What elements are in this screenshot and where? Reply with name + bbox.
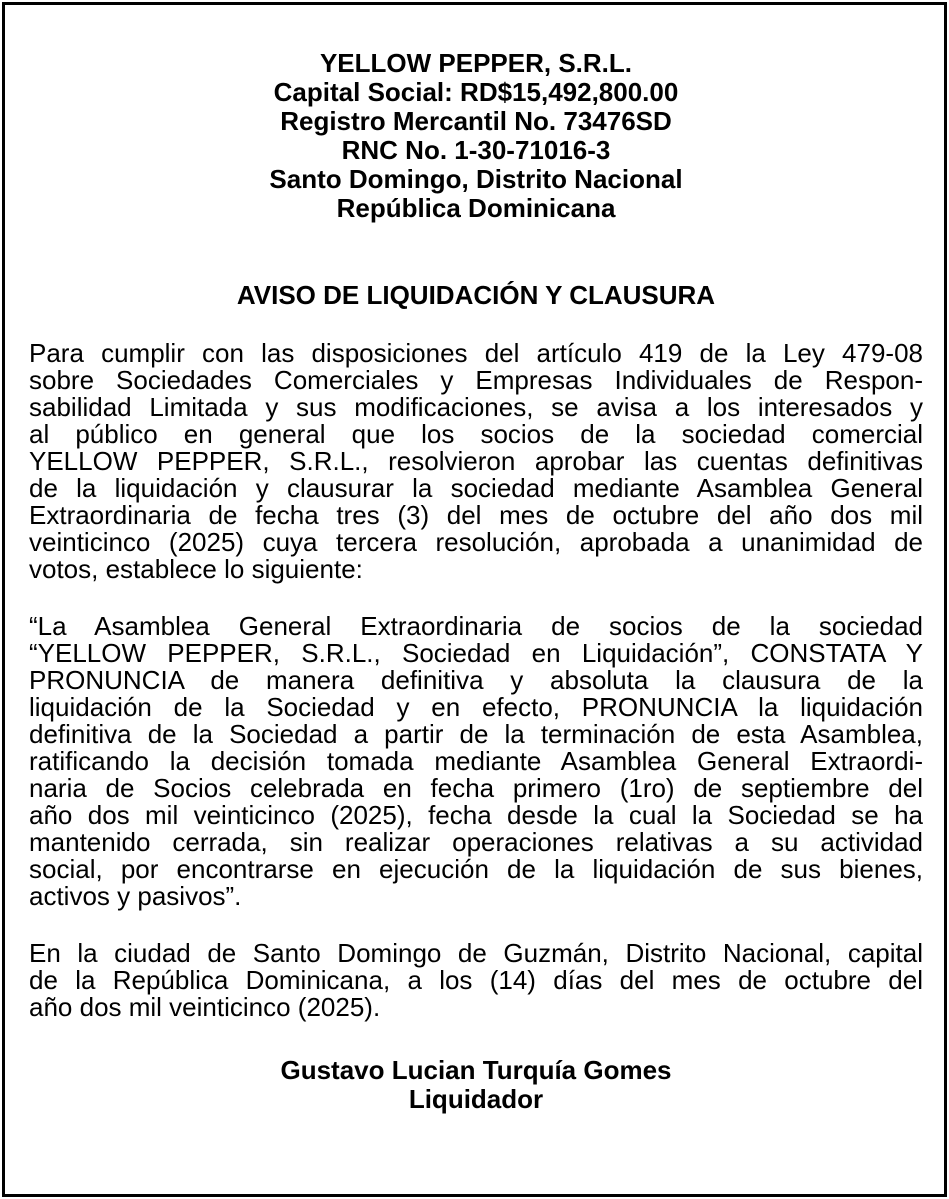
signatory-role: Liquidador	[408, 1084, 544, 1114]
paragraph-line: PRONUNCIA de manera definitiva y absoluta la clausura de la	[29, 665, 923, 695]
paragraph-closing	[29, 940, 923, 1021]
capital-social: Capital Social: RD$15,492,800.00	[273, 77, 679, 107]
paragraph-line: votos, establece lo siguiente:	[29, 554, 363, 584]
company-name: YELLOW PEPPER, S.R.L.	[319, 48, 633, 78]
paragraph-line: al público en general que los socios de la sociedad comercial	[29, 419, 923, 449]
registro-mercantil: Registro Mercantil No. 73476SD	[280, 106, 672, 136]
company-header	[29, 49, 923, 223]
paragraph-line: de la liquidación y clausurar la sociedad mediante Asamblea General	[29, 473, 923, 503]
paragraph-line: YELLOW PEPPER, S.R.L., resolvieron aprobar las cuentas definitivas	[29, 446, 923, 476]
paragraph-line: Extraordinaria de fecha tres (3) del mes de octubre del año dos mil	[29, 500, 923, 530]
paragraph-line: definitiva de la Sociedad a partir de la terminación de esta Asamblea,	[29, 719, 923, 749]
paragraph-line: activos y pasivos”.	[29, 881, 242, 911]
company-city: Santo Domingo, Distrito Nacional	[269, 164, 683, 194]
paragraph-line: naria de Socios celebrada en fecha primero (1ro) de septiembre del	[29, 773, 923, 803]
signatory-name: Gustavo Lucian Turquía Gomes	[280, 1055, 672, 1085]
paragraph-intro	[29, 340, 923, 583]
paragraph-line: social, por encontrarse en ejecución de la liquidación de sus bienes,	[29, 854, 923, 884]
paragraph-line: “La Asamblea General Extraordinaria de socios de la sociedad	[29, 611, 923, 641]
paragraph-line: ratificando la decisión tomada mediante Asamblea General Extraordi-	[29, 746, 923, 776]
company-country: República Dominicana	[336, 193, 616, 223]
paragraph-line: mantenido cerrada, sin realizar operaciones relativas a su actividad	[29, 827, 923, 857]
notice-title: AVISO DE LIQUIDACIÓN Y CLAUSURA	[236, 280, 716, 310]
paragraph-line: sabilidad Limitada y sus modificaciones, se avisa a los interesados y	[29, 392, 923, 422]
paragraph-resolution-quote	[29, 613, 923, 910]
paragraph-line: veinticinco (2025) cuya tercera resolución, aprobada a unanimidad de	[29, 527, 923, 557]
paragraph-line: sobre Sociedades Comerciales y Empresas Individuales de Respon-	[29, 365, 923, 395]
paragraph-line: Para cumplir con las disposiciones del artículo 419 de la Ley 479-08	[29, 338, 923, 368]
paragraph-line: de la República Dominicana, a los (14) días del mes de octubre del	[29, 965, 923, 995]
paragraph-line: año dos mil veinticinco (2025).	[29, 992, 381, 1022]
notice-frame	[2, 2, 947, 1197]
paragraph-line: año dos mil veinticinco (2025), fecha desde la cual la Sociedad se ha	[29, 800, 923, 830]
signature-block	[29, 1056, 923, 1114]
paragraph-line: liquidación de la Sociedad y en efecto, PRONUNCIA la liquidación	[29, 692, 923, 722]
paragraph-line: En la ciudad de Santo Domingo de Guzmán, Distrito Nacional, capital	[29, 938, 923, 968]
rnc-number: RNC No. 1-30-71016-3	[341, 135, 611, 165]
paragraph-line: “YELLOW PEPPER, S.R.L., Sociedad en Liquidación”, CONSTATA Y	[29, 638, 923, 668]
notice-content	[29, 49, 923, 1114]
